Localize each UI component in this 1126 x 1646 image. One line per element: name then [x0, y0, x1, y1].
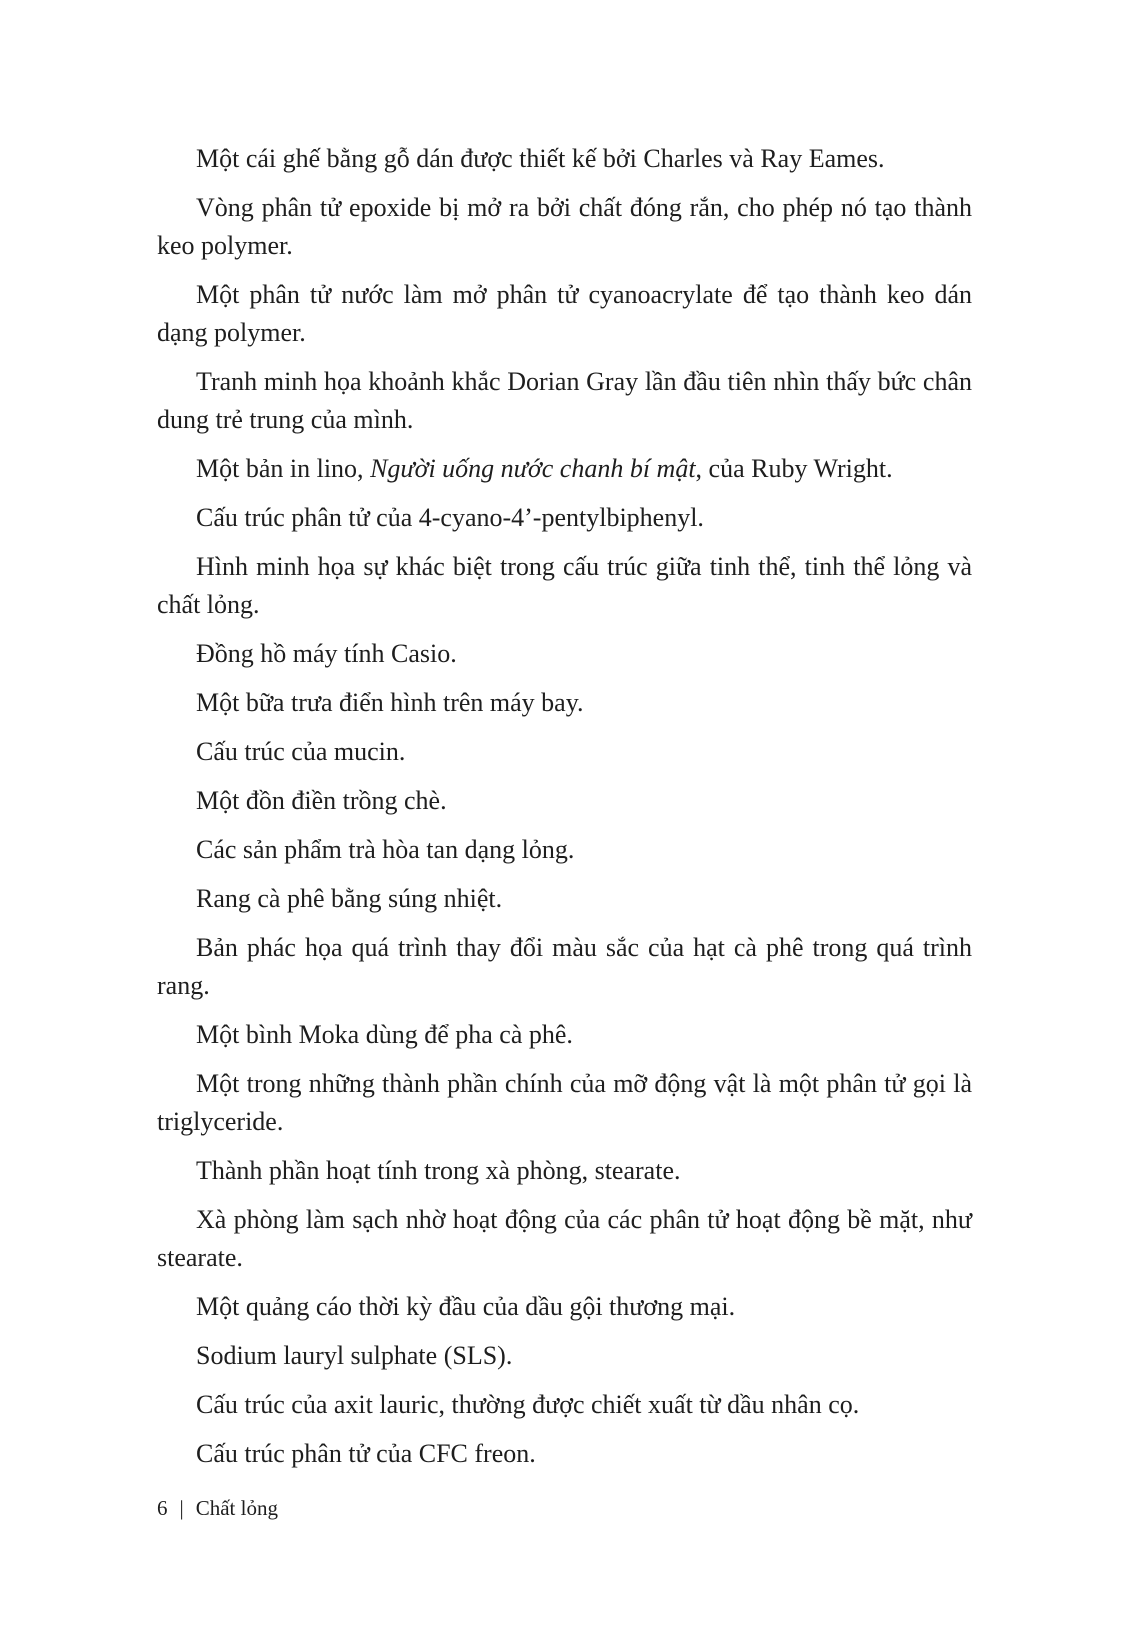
footer-separator: | [179, 1496, 184, 1520]
caption-paragraph: Tranh minh họa khoảnh khắc Dorian Gray lần đầu tiên nhìn thấy bức chân dung trẻ trung của mình. [157, 367, 972, 434]
caption-paragraph: Rang cà phê bằng súng nhiệt. [196, 884, 503, 913]
caption-paragraph: Bản phác họa quá trình thay đổi màu sắc của hạt cà phê trong quá trình rang. [157, 933, 972, 1000]
caption-list [157, 140, 972, 1484]
caption-paragraph: Các sản phẩm trà hòa tan dạng lỏng. [196, 835, 575, 864]
caption-paragraph: Thành phần hoạt tính trong xà phòng, stearate. [196, 1156, 681, 1185]
caption-paragraph: Một cái ghế bằng gỗ dán được thiết kế bởi Charles và Ray Eames. [196, 144, 885, 173]
caption-paragraph: Cấu trúc của axit lauric, thường được chiết xuất từ dầu nhân cọ. [196, 1390, 860, 1419]
caption-paragraph: Cấu trúc phân tử của 4-cyano-4’-pentylbiphenyl. [196, 503, 704, 532]
caption-paragraph: Cấu trúc của mucin. [196, 737, 406, 766]
page-number: 6 [157, 1496, 168, 1520]
caption-paragraph: Một bữa trưa điển hình trên máy bay. [196, 688, 584, 717]
caption-paragraph: Một bình Moka dùng để pha cà phê. [196, 1020, 573, 1049]
caption-text: Một bản in lino, [196, 454, 371, 483]
chapter-title: Chất lỏng [195, 1496, 278, 1520]
caption-paragraph: Một đồn điền trồng chè. [196, 786, 447, 815]
caption-paragraph: Hình minh họa sự khác biệt trong cấu trúc giữa tinh thể, tinh thể lỏng và chất lỏng. [157, 552, 972, 619]
caption-paragraph: Xà phòng làm sạch nhờ hoạt động của các phân tử hoạt động bề mặt, như stearate. [157, 1205, 972, 1272]
caption-paragraph: Cấu trúc phân tử của CFC freon. [196, 1439, 536, 1468]
caption-paragraph [157, 450, 972, 488]
caption-paragraph: Một trong những thành phần chính của mỡ động vật là một phân tử gọi là triglyceride. [157, 1069, 972, 1136]
caption-text: , của Ruby Wright. [695, 454, 893, 483]
artwork-title: Người uống nước chanh bí mật [370, 454, 696, 483]
caption-paragraph: Sodium lauryl sulphate (SLS). [196, 1341, 513, 1370]
caption-paragraph: Đồng hồ máy tính Casio. [196, 639, 457, 668]
page-footer [157, 1494, 278, 1522]
caption-paragraph: Một phân tử nước làm mở phân tử cyanoacrylate để tạo thành keo dán dạng polymer. [157, 280, 972, 347]
caption-paragraph: Vòng phân tử epoxide bị mở ra bởi chất đóng rắn, cho phép nó tạo thành keo polymer. [157, 193, 972, 260]
caption-paragraph: Một quảng cáo thời kỳ đầu của dầu gội thương mại. [196, 1292, 736, 1321]
